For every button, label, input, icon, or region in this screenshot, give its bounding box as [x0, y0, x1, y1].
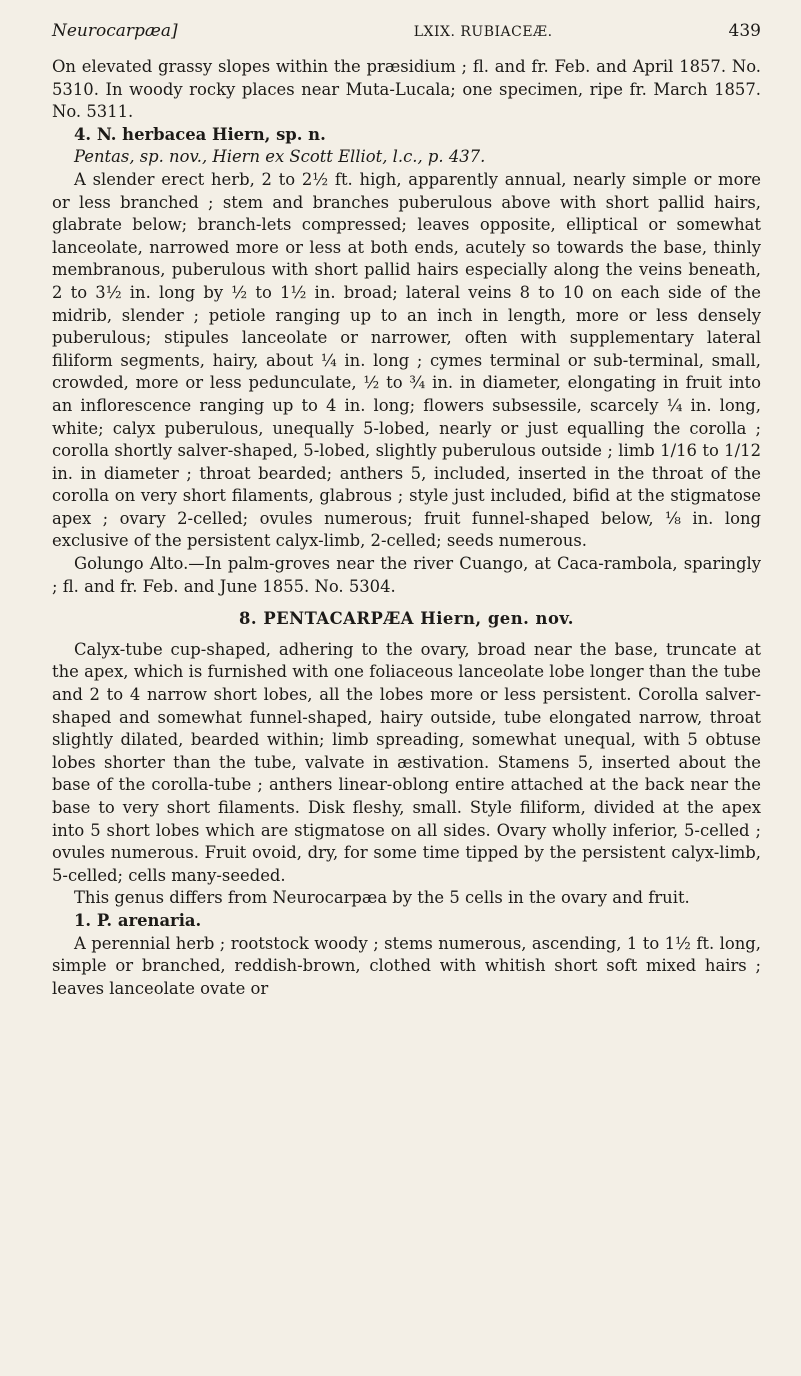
- page-body: [52, 56, 761, 1000]
- species-description: A slender erect herb, 2 to 2½ ft. high, apparently annual, nearly simple or more or less branched ; stem and branches puberulous above with short pallid hairs, glabrate below; branch-lets compressed; leaves opposite, elliptical or somewhat lanceolate, narrowed more or less at both ends, acutely so towards the base, thinly membranous, puberulous with short pallid hairs especially along the veins beneath, 2 to 3½ in. long by ½ to 1½ in. broad; lateral veins 8 to 10 on each side of the midrib, slender ; petiole ranging up to an inch in length, more or less densely puberulous; stipules lanceolate or narrower, often with supplementary lateral filiform segments, hairy, about ¼ in. long ; cymes terminal or sub-terminal, small, crowded, more or less pedunculate, ½ to ¾ in. in diameter, elongating in fruit into an inflorescence ranging up to 4 in. long; flowers subsessile, scarcely ¼ in. long, white; calyx puberulous, unequally 5-lobed, nearly or just equalling the corolla ; corolla shortly salver-shaped, 5-lobed, slightly puberulous outside ; limb 1/16 to 1/12 in. in diameter ; throat bearded; anthers 5, included, inserted in the throat of the corolla on very short filaments, glabrous ; style just included, bifid at the stigmatose apex ; ovary 2-celled; ovules numerous; fruit funnel-shaped below, ⅛ in. long exclusive of the persistent calyx-limb, 2-celled; seeds numerous.: [52, 169, 761, 551]
- genus-description: Calyx-tube cup-shaped, adhering to the ovary, broad near the base, truncate at the apex, which is furnished with one foliaceous lanceolate lobe longer than the tube and 2 to 4 narrow short lobes, all the lobes more or less persistent. Corolla salver-shaped and somewhat funnel-shaped, hairy outside, tube elongated narrow, throat slightly dilated, bearded within; limb spreading, somewhat unequal, with 5 obtuse lobes shorter than the tube, valvate in æstivation. Stamens 5, inserted about the base of the corolla-tube ; anthers linear-oblong entire attached at the back near the base to very short filaments. Disk fleshy, small. Style filiform, divided at the apex into 5 short lobes which are stigmatose on all sides. Ovary wholly inferior, 5-celled ; ovules numerous. Fruit ovoid, dry, for some time tipped by the persistent calyx-limb, 5-celled; cells many-seeded.: [52, 639, 761, 885]
- synonym-line: Pentas, sp. nov., Hiern ex Scott Elliot, l.c., p. 437.: [74, 147, 486, 167]
- species-locality: Golungo Alto.—In palm-groves near the river Cuango, at Caca-rambola, sparingly ; fl. and fr. Feb. and June 1855. No. 5304.: [52, 554, 761, 596]
- running-header: [52, 14, 761, 48]
- paragraph-localities: On elevated grassy slopes within the præsidium ; fl. and fr. Feb. and April 1857. No. 5310. In woody rocky places near Muta-Lucala; one specimen, ripe fr. March 1857. No. 5311.: [52, 57, 761, 122]
- section-title: LXIX. RUBIACEÆ.: [413, 24, 553, 40]
- page-number: 439: [728, 21, 761, 41]
- genus-heading: 8. PENTACARPÆA Hiern, gen. nov.: [239, 609, 574, 629]
- species-heading: 4. N. herbacea Hiern, sp. n.: [74, 124, 326, 144]
- running-title: Neurocarpæa]: [52, 21, 178, 41]
- species-description-2: A perennial herb ; rootstock woody ; stems numerous, ascending, 1 to 1½ ft. long, simple or branched, reddish-brown, clothed with whitish short soft mixed hairs ; leaves lanceolate ovate or: [52, 933, 761, 998]
- species-heading-2: 1. P. arenaria.: [74, 910, 202, 930]
- genus-note: This genus differs from Neurocarpæa by the 5 cells in the ovary and fruit.: [74, 888, 690, 908]
